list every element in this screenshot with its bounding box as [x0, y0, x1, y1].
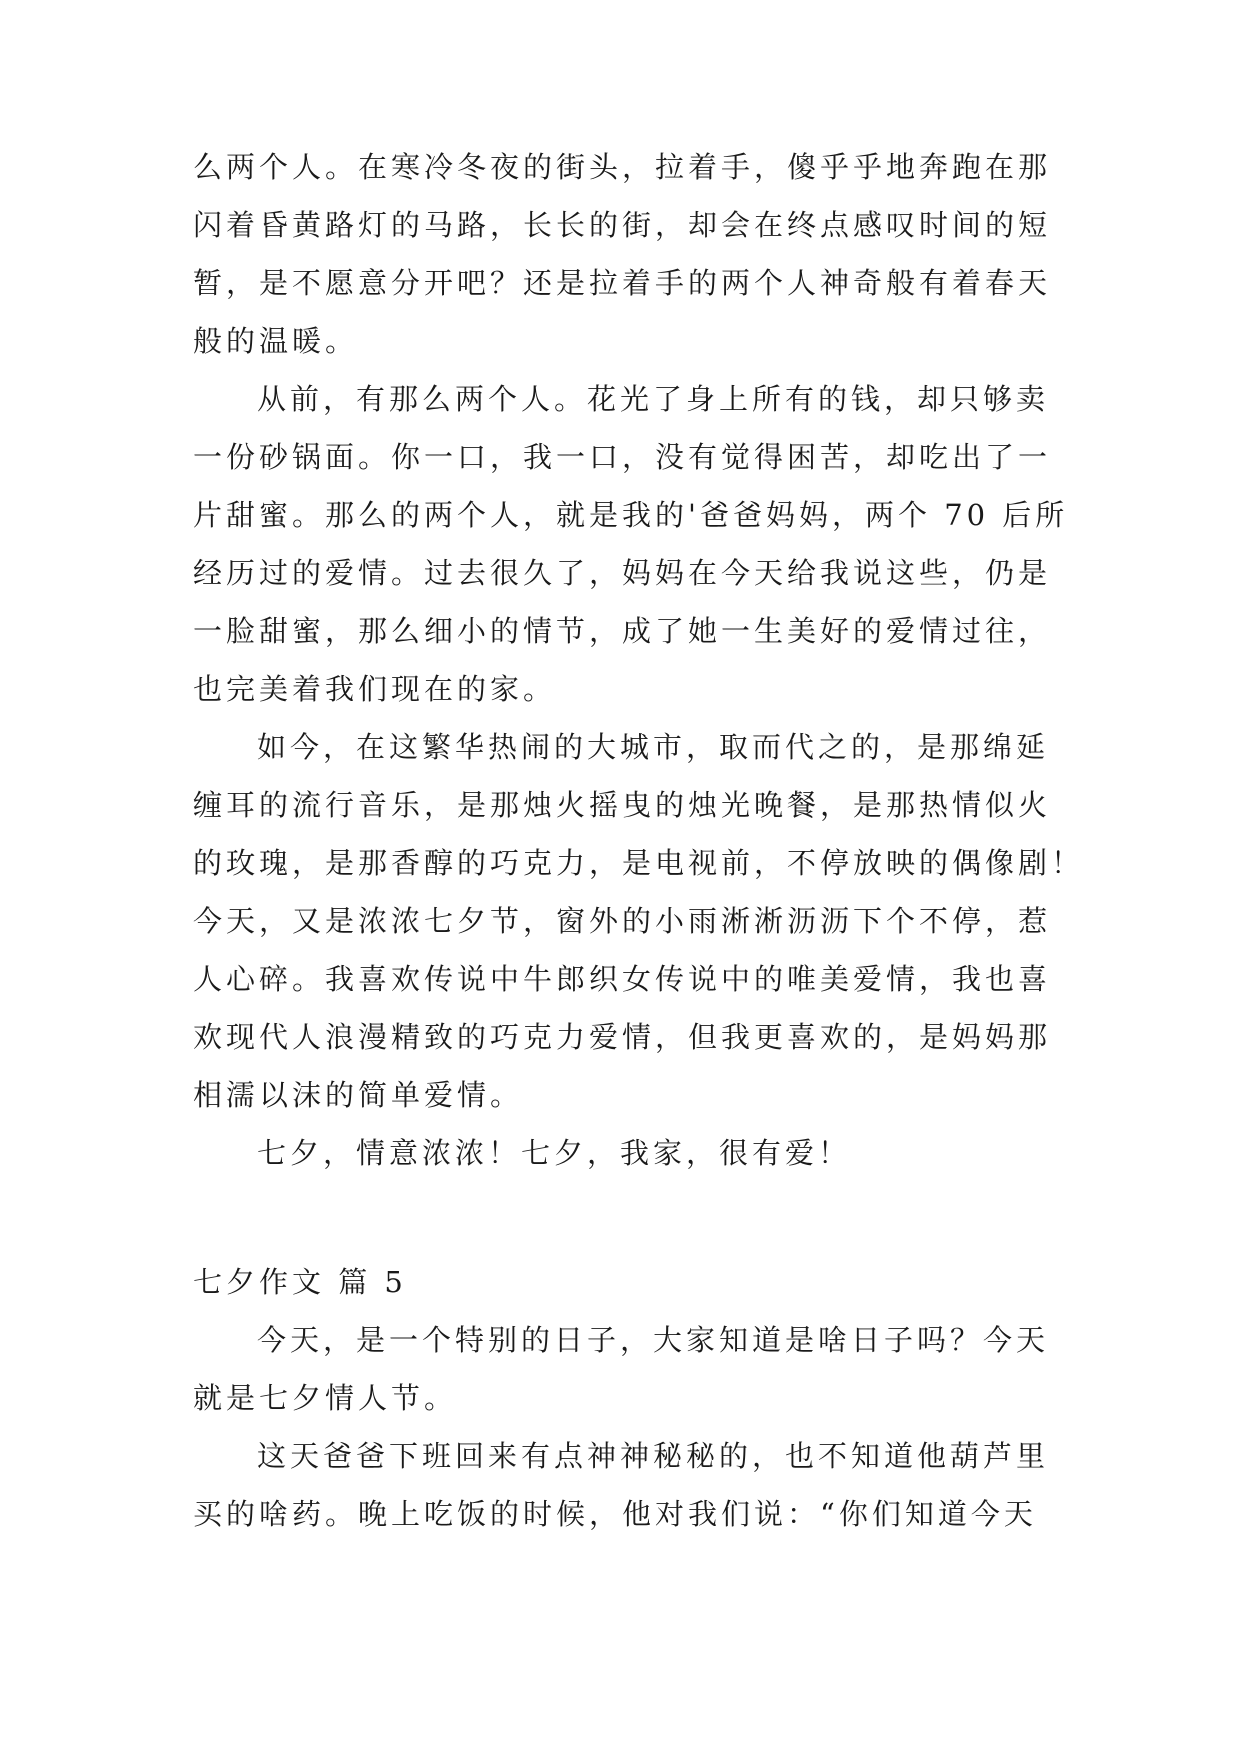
paragraph-4: [193, 1124, 1053, 1182]
text-line: 今天，又是浓浓七夕节，窗外的小雨淅淅沥沥下个不停，惹: [193, 904, 1052, 938]
section-heading: [193, 1253, 1053, 1311]
text-line: 相濡以沫的简单爱情。: [193, 1078, 524, 1112]
text-line: 闪着昏黄路灯的马路，长长的街，却会在终点感叹时间的短: [193, 208, 1052, 242]
text-line: 片甜蜜。那么的两个人，就是我的'爸爸妈妈，两个 70 后所: [193, 498, 1069, 532]
text-line: 么两个人。在寒冷冬夜的街头，拉着手，傻乎乎地奔跑在那: [193, 150, 1052, 184]
text-line: 这天爸爸下班回来有点神神秘秘的，也不知道他葫芦里: [257, 1439, 1050, 1473]
text-line: 欢现代人浪漫精致的巧克力爱情，但我更喜欢的，是妈妈那: [193, 1020, 1052, 1054]
text-line: 今天，是一个特别的日子，大家知道是啥日子吗？今天: [257, 1323, 1050, 1357]
paragraph-1: [193, 138, 1053, 370]
text-line: 缠耳的流行音乐，是那烛火摇曳的烛光晚餐，是那热情似火: [193, 788, 1052, 822]
text-line: 的玫瑰，是那香醇的巧克力，是电视前，不停放映的偶像剧！: [193, 846, 1085, 880]
text-line: 买的啥药。晚上吃饭的时候，他对我们说：“你们知道今天: [193, 1497, 1037, 1531]
paragraph-3: [193, 718, 1085, 1124]
text-line: 就是七夕情人节。: [193, 1381, 458, 1415]
text-line: 般的温暖。: [193, 324, 359, 358]
text-line: 暂，是不愿意分开吧？还是拉着手的两个人神奇般有着春天: [193, 266, 1052, 300]
paragraph-6: [193, 1427, 1053, 1543]
text-line: 一份砂锅面。你一口，我一口，没有觉得困苦，却吃出了一: [193, 440, 1052, 474]
text-line: 如今，在这繁华热闹的大城市，取而代之的，是那绵延: [257, 730, 1050, 764]
text-line: 也完美着我们现在的家。: [193, 672, 557, 706]
text-line: 一脸甜蜜，那么细小的情节，成了她一生美好的爱情过往，: [193, 614, 1052, 648]
text-line: 经历过的爱情。过去很久了，妈妈在今天给我说这些，仍是: [193, 556, 1052, 590]
section-title: 七夕作文 篇 5: [193, 1265, 407, 1299]
text-line: 七夕，情意浓浓！七夕，我家，很有爱！: [257, 1136, 852, 1170]
text-line: 从前，有那么两个人。花光了身上所有的钱，却只够卖: [257, 382, 1050, 416]
paragraph-2: [193, 370, 1069, 718]
text-line: 人心碎。我喜欢传说中牛郎织女传说中的唯美爱情，我也喜: [193, 962, 1052, 996]
paragraph-5: [193, 1311, 1053, 1427]
